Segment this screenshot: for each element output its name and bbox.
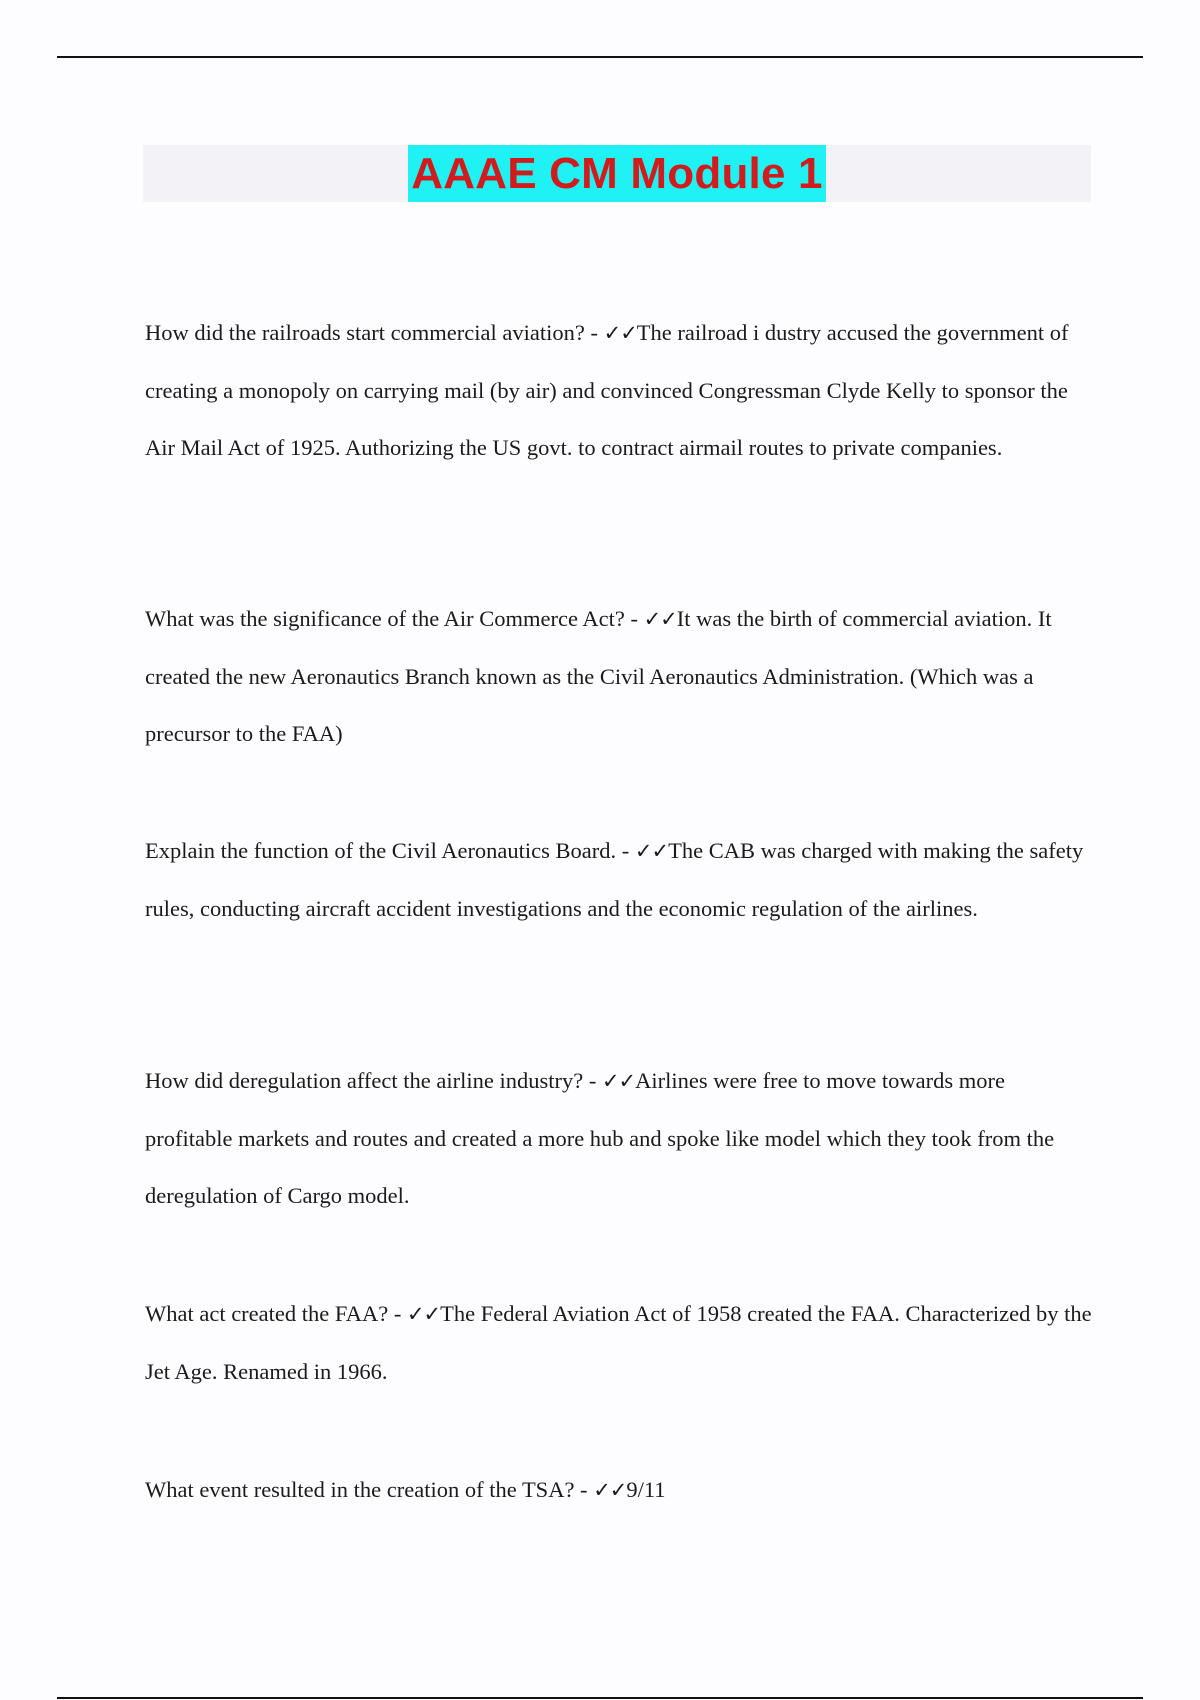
- answer-3: The CAB was charged with making the safety rules, conducting aircraft accident investigations and the economic regulation of the airlines.: [145, 838, 1084, 921]
- top-rule: [57, 56, 1143, 58]
- qa-item-6: [145, 1404, 1095, 1519]
- question-4: How did deregulation affect the airline industry? -: [145, 1068, 602, 1093]
- question-5: What act created the FAA? -: [145, 1301, 407, 1326]
- answer-1: The railroad i dustry accused the government of creating a monopoly on carrying mail (by air) and convinced Congressman Clyde Kelly to sponsor the Air Mail Act of 1925. Authorizing the US govt. to contract airmail routes to private companies.: [145, 320, 1069, 460]
- checkmark-icon: ✓✓: [643, 607, 677, 631]
- qa-item-5: [145, 1228, 1095, 1400]
- checkmark-icon: ✓✓: [601, 1069, 636, 1093]
- title-band: [143, 145, 1091, 202]
- checkmark-icon: ✓✓: [406, 1302, 441, 1326]
- checkmark-icon: ✓✓: [634, 839, 669, 863]
- qa-item-4: [145, 995, 1095, 1224]
- bottom-rule: [57, 1697, 1143, 1699]
- question-6: What event resulted in the creation of the TSA? -: [145, 1477, 594, 1502]
- answer-5: The Federal Aviation Act of 1958 created the FAA. Characterized by the Jet Age. Renamed in 1966.: [145, 1301, 1092, 1384]
- document-title: AAAE CM Module 1: [408, 145, 825, 202]
- qa-item-2: [145, 533, 1095, 762]
- answer-4: Airlines were free to move towards more profitable markets and routes and created a more hub and spoke like model which they took from the deregulation of Cargo model.: [145, 1068, 1055, 1208]
- question-3: Explain the function of the Civil Aeronautics Board. -: [145, 838, 635, 863]
- answer-6: 9/11: [626, 1477, 666, 1502]
- question-2: What was the significance of the Air Commerce Act? -: [145, 606, 644, 631]
- checkmark-icon: ✓✓: [603, 321, 637, 345]
- question-1: How did the railroads start commercial aviation? -: [145, 320, 604, 345]
- answer-2: It was the birth of commercial aviation. It created the new Aeronautics Branch known as the Civil Aeronautics Administration. (Which was a precursor to the FAA): [145, 606, 1052, 746]
- checkmark-icon: ✓✓: [593, 1478, 627, 1502]
- qa-item-3: [145, 765, 1095, 937]
- qa-item-1: [145, 247, 1095, 476]
